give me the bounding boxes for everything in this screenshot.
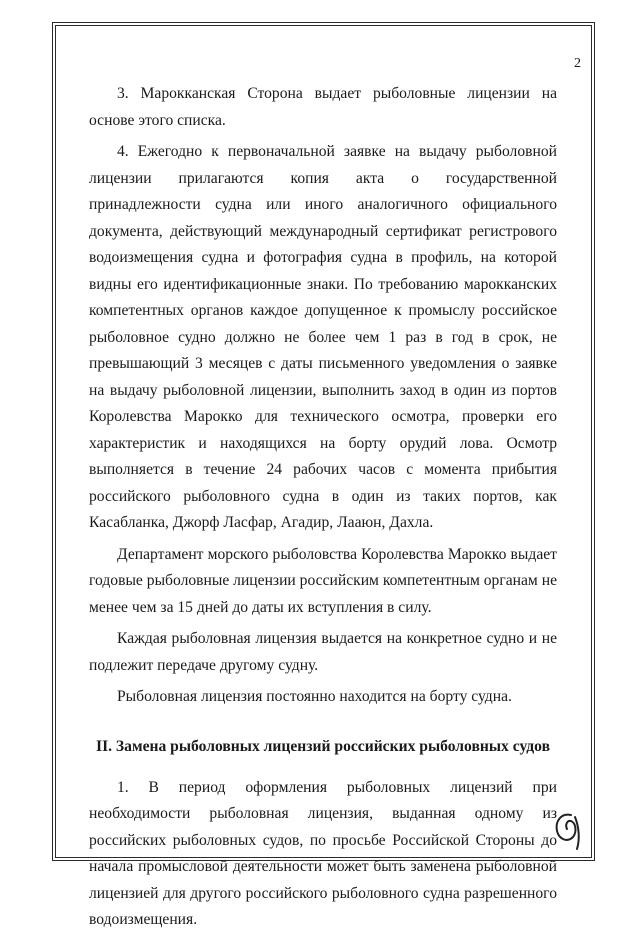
section-heading: II. Замена рыболовных лицензий российских рыболовных судов	[96, 737, 550, 755]
document-body	[89, 81, 557, 934]
paragraph-department: Департамент морского рыболовства Королевства Марокко выдает годовые рыболовные лицензии российским компетентным органам не менее чем за 15 дней до даты их вступления в силу.	[89, 545, 557, 616]
signature-icon	[549, 809, 587, 851]
paragraph-license-onboard: Рыболовная лицензия постоянно находится на борту судна.	[117, 688, 512, 705]
document-frame	[52, 22, 595, 928]
paragraph-4: 4. Ежегодно к первоначальной заявке на выдачу рыболовной лицензии прилагаются копия акта о государственной принадлежности судна или иного аналогичного официального документа, действующий международный сертификат регистрового водоизмещения судна и фотография судна в профиль, на которой видны его идентификационные знаки. По требованию марокканских компетентных органов каждое допущенное к промыслу российское рыболовное судно должно не более чем 1 раз в год в срок, не превышающий 3 месяцев с даты письменного уведомления о заявке на выдачу рыболовной лицензии, выполнить заход в один из портов Королевства Марокко для технического осмотра, проверки его характеристик и находящихся на борту орудий лова. Осмотр выполняется в течение 24 рабочих часов с момента прибытия российского рыболовного судна в один из таких портов, как Касабланка, Джорф Ласфар, Агадир, Лааюн, Дахла.	[89, 143, 557, 531]
section-paragraph-1: 1. В период оформления рыболовных лицензий при необходимости рыболовная лицензия, выданная одному из российских рыболовных судов, по просьбе Российской Стороны до начала промысловой деятельности может быть заменена рыболовной лицензией для другого российского рыболовного судна разрешенного водоизмещения.	[89, 778, 557, 928]
page-number: 2	[574, 56, 581, 71]
paragraph-3: 3. Марокканская Сторона выдает рыболовные лицензии на основе этого списка.	[89, 85, 557, 129]
paragraph-license-vessel: Каждая рыболовная лицензия выдается на конкретное судно и не подлежит передаче другому судну.	[89, 630, 557, 674]
